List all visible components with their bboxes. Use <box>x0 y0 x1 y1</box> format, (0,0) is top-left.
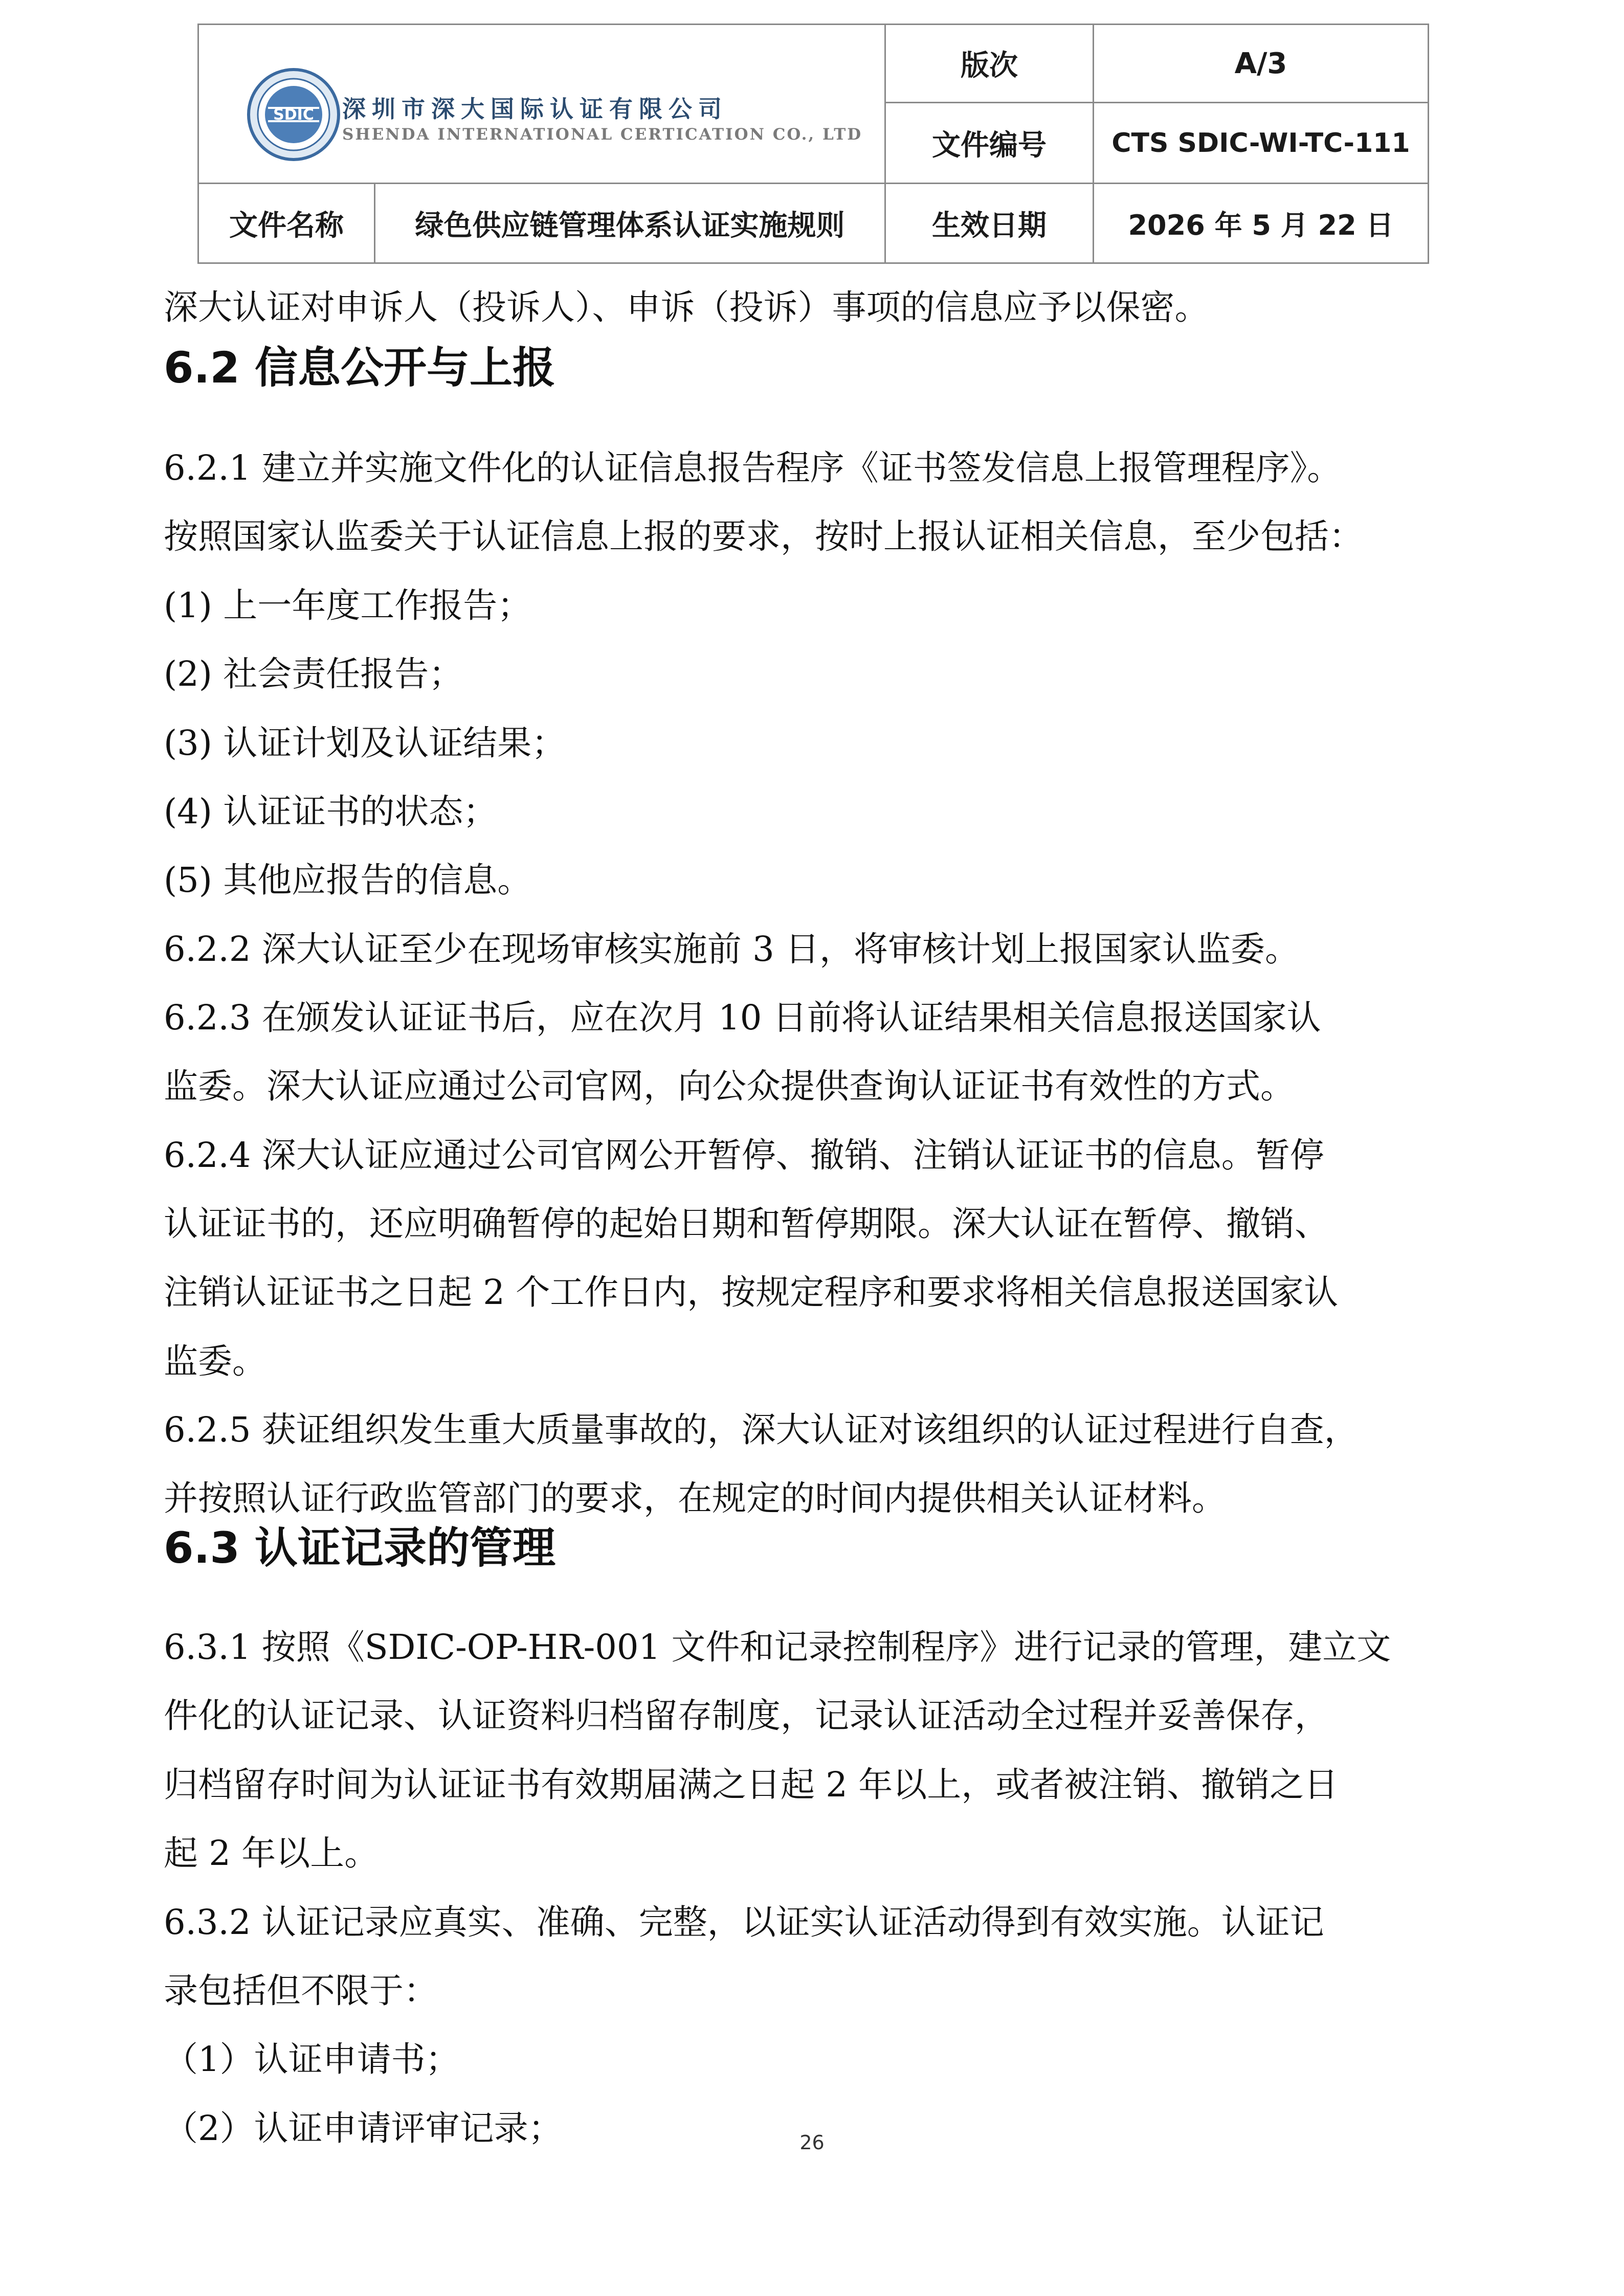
list-item: (1) 上一年度工作报告； <box>164 586 532 625</box>
doc-name-value: 绿色供应链管理体系认证实施规则 <box>375 184 885 263</box>
section-heading-6-2: 6.2 信息公开与上报 <box>164 343 556 393</box>
paragraph-line: 按照国家认监委关于认证信息上报的要求，按时上报认证相关信息，至少包括： <box>164 516 1363 556</box>
paragraph-line: 6.2.1 建立并实施文件化的认证信息报告程序《证书签发信息上报管理程序》。 <box>164 448 1342 488</box>
paragraph-line: 并按照认证行政监管部门的要求，在规定的时间内提供相关认证材料。 <box>164 1478 1226 1518</box>
list-item: (4) 认证证书的状态； <box>164 792 498 831</box>
company-logo-cell <box>198 25 885 184</box>
paragraph-line: 认证证书的，还应明确暂停的起始日期和暂停期限。深大认证在暂停、撤销、 <box>164 1204 1329 1244</box>
paragraph-line: 6.2.5 获证组织发生重大质量事故的，深大认证对该组织的认证过程进行自查， <box>164 1410 1359 1450</box>
paragraph-line: 6.3.1 按照《SDIC-OP-HR-001 文件和记录控制程序》进行记录的管理，建立文 <box>164 1627 1391 1667</box>
doc-number-value: CTS SDIC-WI-TC-111 <box>1094 103 1429 184</box>
document-header-table <box>197 24 1429 264</box>
effective-date-label: 生效日期 <box>885 184 1094 263</box>
list-item: (3) 认证计划及认证结果； <box>164 723 566 763</box>
paragraph-line: 起 2 年以上。 <box>164 1833 379 1873</box>
paragraph-line: 6.2.3 在颁发认证证书后，应在次月 10 日前将认证结果相关信息报送国家认 <box>164 998 1321 1038</box>
section-heading-6-3: 6.3 认证记录的管理 <box>164 1523 556 1573</box>
company-logo <box>245 51 863 184</box>
doc-name-label: 文件名称 <box>198 184 375 263</box>
list-item: (2) 社会责任报告； <box>164 654 463 694</box>
effective-date-value: 2026 年 5 月 22 日 <box>1094 184 1429 263</box>
paragraph-line: 监委。深大认证应通过公司官网，向公众提供查询认证证书有效性的方式。 <box>164 1066 1295 1106</box>
paragraph-line: 件化的认证记录、认证资料归档留存制度，记录认证活动全过程并妥善保存， <box>164 1696 1329 1736</box>
paragraph-line: 深大认证对申诉人（投诉人）、申诉（投诉）事项的信息应予以保密。 <box>164 287 1209 327</box>
list-item: (5) 其他应报告的信息。 <box>164 860 532 900</box>
paragraph-line: 注销认证证书之日起 2 个工作日内，按规定程序和要求将相关信息报送国家认 <box>164 1272 1339 1312</box>
logo-mark-text: SDIC <box>273 106 314 124</box>
sdic-seal-icon <box>245 61 342 168</box>
list-item: （1）认证申请书； <box>164 2039 460 2079</box>
page-number: 26 <box>799 2131 825 2154</box>
list-item: （2）认证申请评审记录； <box>164 2108 563 2148</box>
version-value: A/3 <box>1094 25 1429 103</box>
paragraph-line: 录包括但不限于： <box>164 1971 438 2011</box>
paragraph-line: 6.2.2 深大认证至少在现场审核实施前 3 日，将审核计划上报国家认监委。 <box>164 929 1299 969</box>
paragraph-line: 6.3.2 认证记录应真实、准确、完整，以证实认证活动得到有效实施。认证记 <box>164 1902 1324 1942</box>
company-name-en: SHENDA INTERNATIONAL CERTICATION CO., LTD <box>342 125 863 144</box>
paragraph-line: 监委。 <box>164 1341 266 1381</box>
company-name-cn: 深圳市深大国际认证有限公司 <box>342 95 728 123</box>
paragraph-line: 6.2.4 深大认证应通过公司官网公开暂停、撤销、注销认证证书的信息。暂停 <box>164 1135 1324 1175</box>
paragraph-line: 归档留存时间为认证证书有效期届满之日起 2 年以上，或者被注销、撤销之日 <box>164 1765 1339 1805</box>
version-label: 版次 <box>885 25 1094 103</box>
doc-number-label: 文件编号 <box>885 103 1094 184</box>
